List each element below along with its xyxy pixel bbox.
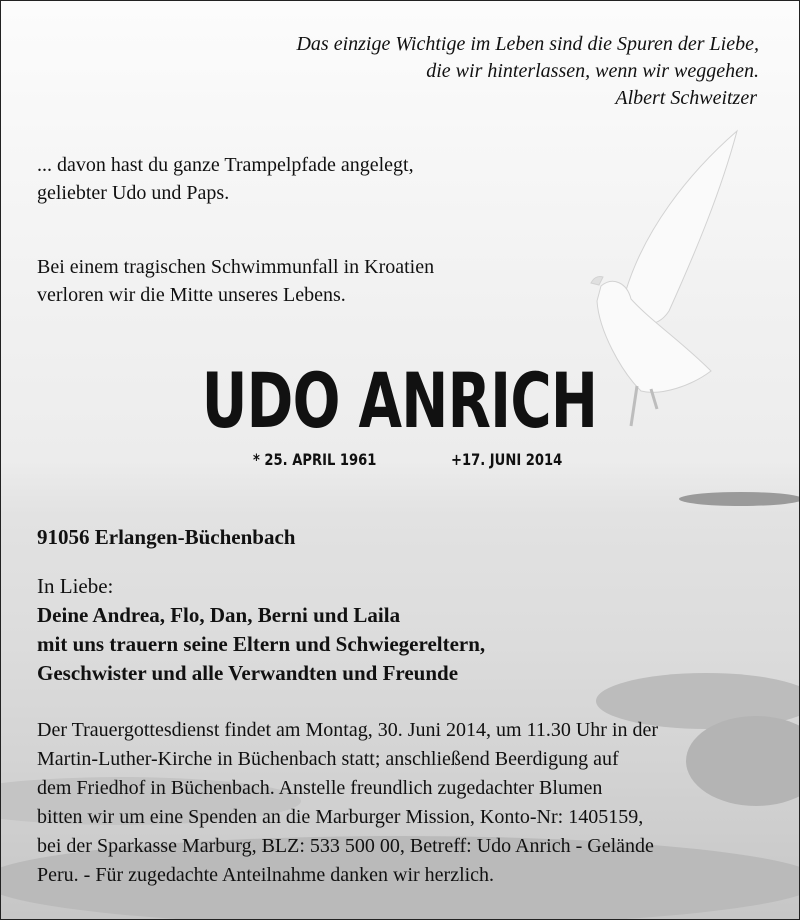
quote-block [296, 31, 759, 112]
place: 91056 Erlangen-Büchenbach [37, 525, 296, 549]
family-line: mit uns trauern seine Eltern und Schwiegereltern, [37, 632, 486, 656]
distant-island [679, 492, 799, 506]
family-lead: In Liebe: [37, 574, 114, 598]
birth-date: * 25. APRIL 1961 [253, 450, 377, 469]
service-line: Martin-Luther-Kirche in Büchenbach statt; anschließend Beerdigung auf [37, 748, 619, 770]
quote-line: Das einzige Wichtige im Leben sind die Spuren der Liebe, [296, 33, 759, 55]
quote-author: Albert Schweitzer [615, 87, 757, 109]
family-line: Geschwister und alle Verwandten und Freunde [37, 661, 459, 685]
deceased-name: UDO ANRICH [201, 356, 598, 445]
quote-line: die wir hinterlassen, wenn wir weggehen. [426, 60, 759, 82]
intro-line: ... davon hast du ganze Trampelpfade angelegt, [37, 154, 414, 176]
event-line: verloren wir die Mitte unseres Lebens. [37, 284, 346, 306]
service-line: bitten wir um eine Spenden an die Marburger Mission, Konto-Nr: 1405159, [37, 806, 644, 828]
service-info [37, 716, 765, 890]
service-line: Peru. - Für zugedachte Anteilnahme danken wir herzlich. [37, 864, 495, 886]
service-line: bei der Sparkasse Marburg, BLZ: 533 500 00, Betreff: Udo Anrich - Gelände [37, 835, 654, 857]
intro-text [37, 151, 414, 207]
family-block [37, 572, 485, 688]
family-line: Deine Andrea, Flo, Dan, Berni und Laila [37, 603, 401, 627]
intro-line: geliebter Udo und Paps. [37, 182, 230, 204]
event-line: Bei einem tragischen Schwimmunfall in Kroatien [37, 256, 435, 278]
service-line: dem Friedhof in Büchenbach. Anstelle freundlich zugedachter Blumen [37, 777, 603, 799]
event-text [37, 253, 434, 309]
death-date: +17. JUNI 2014 [451, 450, 563, 469]
service-line: Der Trauergottesdienst findet am Montag, 30. Juni 2014, um 11.30 Uhr in der [37, 719, 659, 741]
